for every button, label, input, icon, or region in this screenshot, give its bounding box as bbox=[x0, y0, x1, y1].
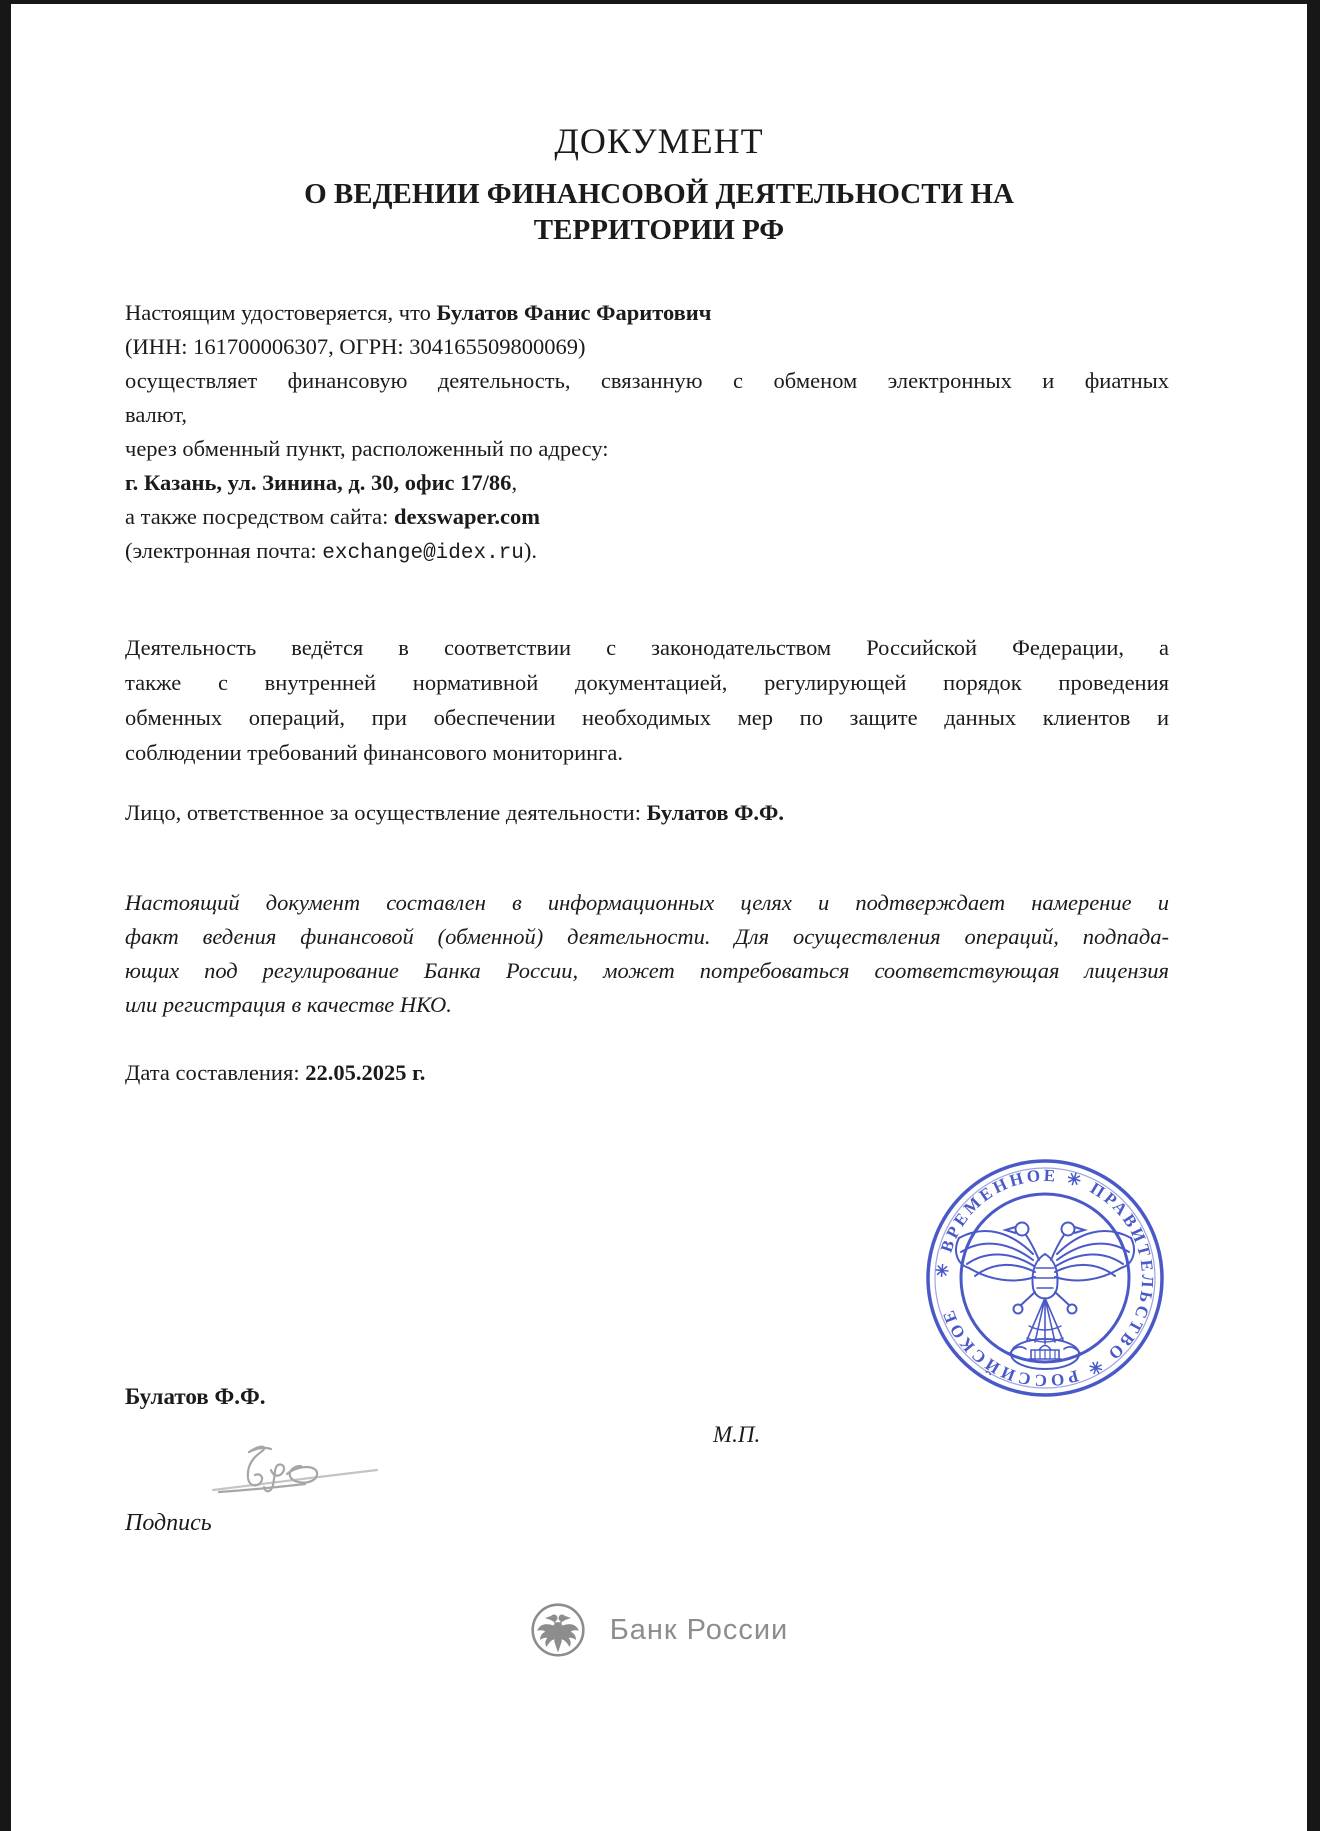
intro-text-segment: валют, bbox=[125, 402, 188, 427]
signature-caption: Подпись bbox=[125, 1510, 212, 1536]
document-subtitle bbox=[11, 176, 1307, 248]
document-subtitle-line-2: ТЕРРИТОРИИ РФ bbox=[533, 214, 785, 246]
document-title: ДОКУМЕНТ bbox=[554, 121, 764, 161]
date-line bbox=[125, 1060, 425, 1086]
intro-block bbox=[125, 296, 1169, 571]
document-subtitle-line-1: О ВЕДЕНИИ ФИНАНСОВОЙ ДЕЯТЕЛЬНОСТИ НА bbox=[304, 178, 1014, 210]
intro-text-segment: exchange@idex.ru bbox=[322, 542, 524, 565]
intro-line bbox=[125, 432, 1169, 466]
intro-text-segment: осуществляет финансовую деятельность, связанную с обменом электронных и фиатных bbox=[125, 368, 1169, 393]
official-seal bbox=[923, 1156, 1167, 1400]
intro-line bbox=[125, 534, 1169, 571]
intro-text-segment: Булатов Фанис Фаритович bbox=[436, 300, 712, 325]
signature-image bbox=[205, 1432, 385, 1508]
paragraph-line: факт ведения финансовой (обменной) деятельности. Для осуществления операций, подпада- bbox=[125, 924, 1169, 949]
intro-text-segment: , bbox=[511, 470, 518, 495]
document-page bbox=[11, 4, 1307, 1831]
bank-name-label: Банк России bbox=[609, 1613, 789, 1646]
intro-text-segment: г. Казань, ул. Зинина, д. 30, офис 17/86 bbox=[125, 470, 512, 495]
seal-eagle-icon bbox=[956, 1223, 1134, 1370]
intro-line bbox=[125, 364, 1169, 398]
date-value: 22.05.2025 г. bbox=[305, 1060, 426, 1085]
stamp-place-mark: М.П. bbox=[713, 1422, 761, 1447]
intro-line bbox=[125, 398, 1169, 432]
intro-line bbox=[125, 296, 1169, 330]
responsible-name: Булатов Ф.Ф. bbox=[646, 800, 785, 825]
bank-of-russia-logo bbox=[11, 1602, 1307, 1658]
intro-text-segment: а также посредством сайта: bbox=[125, 504, 394, 529]
intro-text-segment: через обменный пункт, расположенный по адресу: bbox=[125, 436, 609, 461]
paragraph-line: соблюдении требований финансового мониторинга. bbox=[125, 740, 624, 765]
intro-line bbox=[125, 330, 1169, 364]
paragraph-line: ющих под регулирование Банка России, может потребоваться соответствующая лицензия bbox=[125, 958, 1169, 983]
disclaimer-paragraph bbox=[125, 886, 1169, 1022]
paragraph-line: Деятельность ведётся в соответствии с законодательством Российской Федерации, а bbox=[125, 635, 1169, 660]
intro-line bbox=[125, 500, 1169, 534]
paragraph-line: обменных операций, при обеспечении необходимых мер по защите данных клиентов и bbox=[125, 705, 1169, 730]
paragraph-line: или регистрация в качестве НКО. bbox=[125, 992, 452, 1017]
responsible-label: Лицо, ответственное за осуществление деятельности: bbox=[125, 800, 647, 825]
intro-text-segment: (ИНН: 161700006307, ОГРН: 304165509800069) bbox=[125, 334, 586, 359]
paragraph-line: также с внутренней нормативной документацией, регулирующей порядок проведения bbox=[125, 670, 1169, 695]
intro-text-segment: ). bbox=[523, 538, 538, 563]
signer-name: Булатов Ф.Ф. bbox=[125, 1384, 266, 1409]
bank-eagle-icon bbox=[530, 1602, 586, 1658]
intro-text-segment: (электронная почта: bbox=[125, 538, 323, 563]
intro-line bbox=[125, 466, 1169, 500]
date-label: Дата составления: bbox=[125, 1060, 306, 1085]
seal-rim-text: ✳ ВРЕМЕННОЕ ✳ ПРАВИТЕЛЬСТВО ✳ РОССИЙСКОЕ bbox=[932, 1165, 1158, 1391]
intro-text-segment: Настоящим удостоверяется, что bbox=[125, 300, 437, 325]
compliance-paragraph bbox=[125, 630, 1169, 770]
paragraph-line: Настоящий документ составлен в информационных целях и подтверждает намерение и bbox=[125, 890, 1169, 915]
responsible-person-line bbox=[125, 800, 784, 826]
intro-text-segment: dexswaper.com bbox=[393, 504, 540, 529]
